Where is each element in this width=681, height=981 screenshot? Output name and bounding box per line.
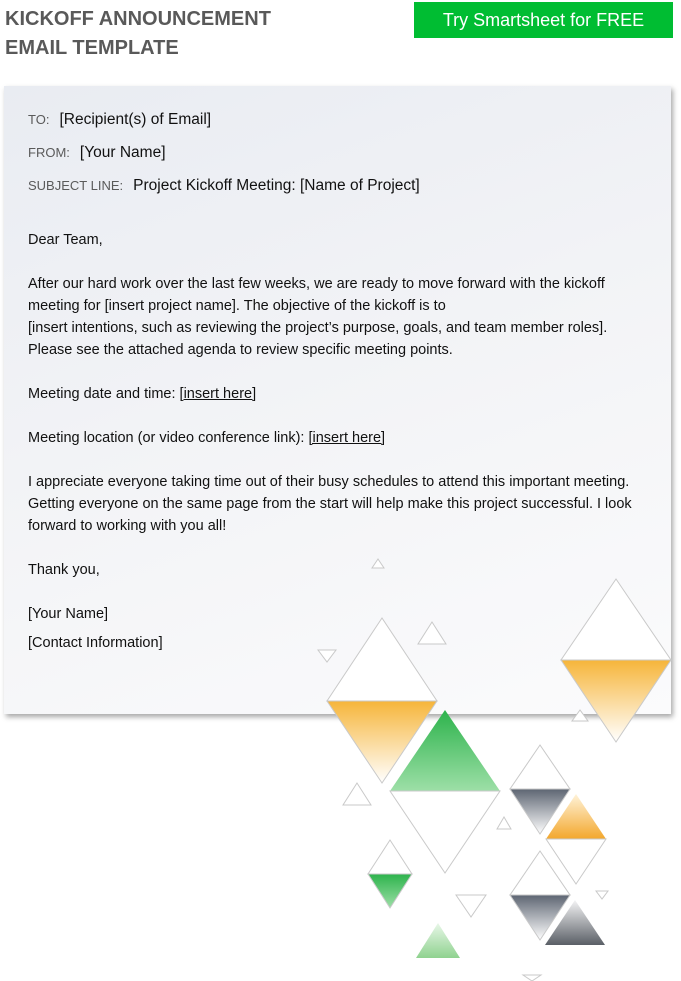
yellow-triangle — [546, 794, 606, 839]
to-value: [Recipient(s) of Email] — [59, 111, 212, 128]
signoff: Thank you, — [28, 562, 100, 578]
intro-line: Please see the attached agenda to review specific meeting points. — [28, 342, 453, 358]
meeting-location-label: Meeting location (or video conference link): — [28, 430, 305, 446]
green-triangle — [390, 710, 500, 791]
outline-triangle — [343, 783, 371, 805]
meeting-date-label: Meeting date and time: — [28, 386, 176, 402]
title-line-2: EMAIL TEMPLATE — [5, 37, 179, 59]
gray-triangle — [545, 900, 605, 945]
green-triangle — [416, 923, 460, 958]
outline-triangle — [497, 817, 511, 829]
green-triangle — [368, 874, 412, 908]
white-triangle — [510, 851, 570, 895]
to-label: TO: — [28, 112, 50, 127]
white-triangle — [546, 839, 606, 884]
document-title — [5, 5, 385, 63]
intro-paragraph — [28, 273, 658, 361]
closing-line: I appreciate everyone taking time out of their busy schedules to attend this important meeting. — [28, 474, 630, 490]
title-line-1: KICKOFF ANNOUNCEMENT — [5, 8, 271, 30]
from-label: FROM: — [28, 145, 70, 160]
email-body — [28, 100, 658, 654]
signature-name: [Your Name] — [28, 606, 109, 622]
white-triangle — [510, 745, 570, 789]
meeting-date-placeholder: [insert here] — [179, 386, 257, 402]
closing-line: Getting everyone on the same page from the start will help make this project successful. I look — [28, 496, 632, 512]
meeting-location-line — [28, 427, 658, 449]
subject-label: SUBJECT LINE: — [28, 178, 124, 193]
gray-triangle — [510, 789, 570, 834]
outline-triangle — [456, 895, 486, 917]
outline-triangle — [523, 975, 541, 981]
white-triangle — [390, 791, 500, 873]
meeting-location-placeholder: [insert here] — [308, 430, 386, 446]
from-row — [28, 135, 658, 166]
intro-line: meeting for [insert project name]. The objective of the kickoff is to — [28, 298, 446, 314]
signature-contact: [Contact Information] — [28, 635, 163, 651]
from-value: [Your Name] — [79, 144, 166, 161]
intro-line: [insert intentions, such as reviewing the project’s purpose, goals, and team member roles]. — [28, 320, 608, 336]
closing-paragraph — [28, 471, 658, 537]
to-row — [28, 102, 658, 133]
closing-line: forward to working with you all! — [28, 518, 227, 534]
white-triangle — [368, 840, 412, 874]
meeting-date-line — [28, 383, 658, 405]
subject-row — [28, 168, 658, 199]
intro-line: After our hard work over the last few weeks, we are ready to move forward with the kickoff — [28, 276, 605, 292]
outline-triangle — [596, 891, 608, 899]
gray-triangle — [510, 895, 570, 940]
subject-value: Project Kickoff Meeting: [Name of Project] — [133, 177, 420, 194]
greeting: Dear Team, — [28, 232, 103, 248]
try-smartsheet-button[interactable]: Try Smartsheet for FREE — [414, 2, 673, 38]
